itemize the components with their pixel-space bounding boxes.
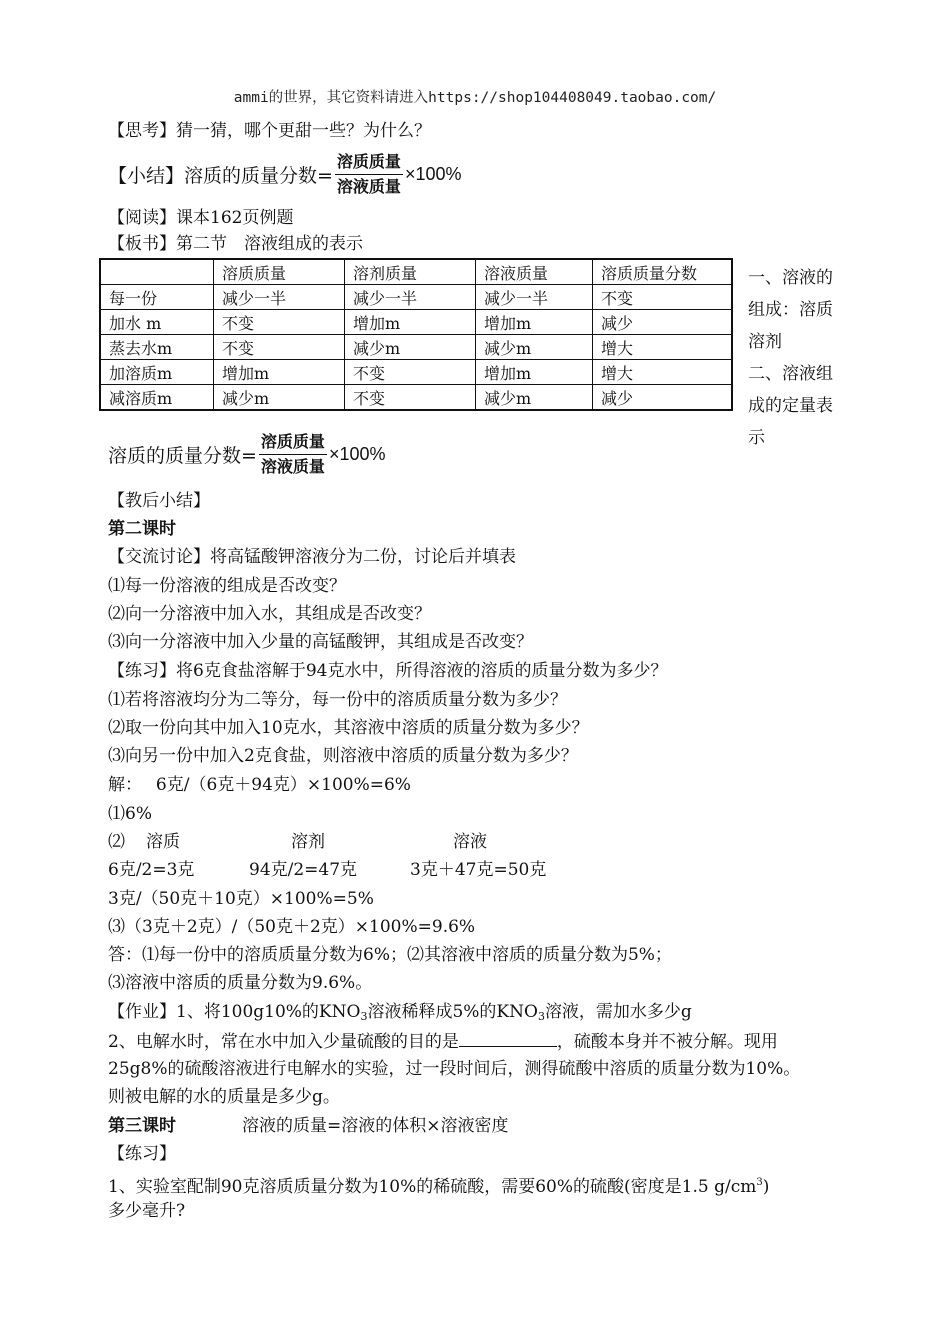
- table-row: [100, 310, 732, 335]
- solution-line: 解： 6克/（6克＋94克）×100%=6%: [108, 775, 411, 795]
- lesson-3-line: [108, 1115, 509, 1137]
- percent-factor: ×100%: [404, 164, 462, 184]
- exercise-text: ): [762, 1177, 770, 1197]
- homework-2: [108, 1030, 778, 1053]
- lesson-3-heading: 第三课时: [108, 1116, 176, 1136]
- table-cell: 减少m: [345, 335, 476, 360]
- side-notes: [748, 262, 844, 454]
- exercise-text: 1、实验室配制90克溶质质量分数为10%的稀硫酸，需要60%的硫酸(密度是1.5 g/cm: [108, 1177, 757, 1197]
- table-header-cell: 溶剂质量: [345, 259, 476, 285]
- solvent-value: 94克/2=47克: [249, 860, 358, 880]
- table-cell: 增大: [593, 360, 733, 385]
- table-cell: 加水 m: [100, 310, 214, 335]
- fraction-numerator: 溶质质量: [335, 150, 403, 175]
- table-cell: 不变: [593, 285, 733, 310]
- final-answer-1: 答：⑴每一份中的溶质质量分数为6%；⑵其溶液中溶质的质量分数为5%；: [108, 945, 672, 965]
- board-line: 【板书】第二节 溶液组成的表示: [108, 234, 363, 254]
- table-cell: 减少m: [214, 385, 345, 411]
- table-cell: 不变: [345, 385, 476, 411]
- discussion-line: 【交流讨论】将高锰酸钾溶液分为二份，讨论后并填表: [108, 547, 516, 567]
- solution-label: 溶液: [453, 832, 487, 852]
- composition-table: [99, 258, 733, 411]
- table-cell: 减少m: [476, 335, 593, 360]
- practice-3: 【练习】: [108, 1144, 176, 1164]
- side-note: 二、溶液组成的定量表示: [748, 364, 833, 448]
- question-1: ⑴每一份溶液的组成是否改变？: [108, 576, 346, 596]
- practice-q2: ⑵取一份向其中加入10克水，其溶液中溶质的质量分数为多少？: [108, 718, 589, 738]
- answer-2-header: [108, 831, 487, 853]
- table-cell: 减少一半: [476, 285, 593, 310]
- answer-1: ⑴6%: [108, 804, 152, 824]
- table-cell: 不变: [345, 360, 476, 385]
- percent-factor: ×100%: [328, 444, 386, 464]
- lesson-2-heading: 第二课时: [108, 519, 176, 539]
- homework-2-line-2: 25g8%的硫酸溶液进行电解水的实验，过一段时间后，测得硫酸中溶质的质量分数为10%。: [108, 1059, 801, 1079]
- exercise-1: [108, 1172, 769, 1198]
- table-cell: 每一份: [100, 285, 214, 310]
- table-row: [100, 385, 732, 411]
- homework-text: 溶液稀释成5%的KNO: [367, 1002, 538, 1022]
- table-cell: 增加m: [476, 360, 593, 385]
- table-header-cell: 溶质质量分数: [593, 259, 733, 285]
- table-cell: 不变: [214, 335, 345, 360]
- table-row: [100, 335, 732, 360]
- table-cell: 不变: [214, 310, 345, 335]
- subscript: 3: [537, 1010, 545, 1023]
- table-cell: 加溶质m: [100, 360, 214, 385]
- solution-value: 3克＋47克=50克: [410, 860, 547, 880]
- formula-2-label: 溶质的质量分数=: [108, 445, 257, 467]
- table-cell: 减少: [593, 385, 733, 411]
- exercise-1-line-2: 多少毫升?: [108, 1201, 186, 1221]
- question-2: ⑵向一分溶液中加入水，其组成是否改变？: [108, 604, 431, 624]
- fraction-denominator: 溶液质量: [336, 177, 401, 196]
- table-cell: 减溶质m: [100, 385, 214, 411]
- solute-value: 6克/2=3克: [108, 860, 195, 880]
- lesson-3-note: 溶液的质量=溶液的体积×溶液密度: [242, 1116, 509, 1136]
- homework-2-line-3: 则被电解的水的质量是多少g。: [108, 1087, 340, 1107]
- fraction-denominator: 溶液质量: [260, 457, 325, 476]
- solvent-label: 溶剂: [291, 832, 325, 852]
- table-cell: 减少m: [476, 385, 593, 411]
- table-cell: 增加m: [476, 310, 593, 335]
- table-cell: 增加m: [214, 360, 345, 385]
- homework-text: 【作业】1、将100g10%的KNO: [108, 1002, 361, 1022]
- fraction: [335, 150, 403, 199]
- table-cell: 增加m: [345, 310, 476, 335]
- answer-2-calc: 3克/（50克＋10克）×100%=5%: [108, 889, 374, 909]
- practice-line: 【练习】将6克食盐溶解于94克水中，所得溶液的溶质的质量分数为多少？: [108, 661, 668, 681]
- table-cell: 减少一半: [345, 285, 476, 310]
- fraction-numerator: 溶质质量: [259, 430, 327, 455]
- fill-in-blank[interactable]: [459, 1030, 557, 1047]
- after-class-summary: 【教后小结】: [108, 491, 210, 511]
- answer-2-values: [108, 859, 547, 881]
- table-header-cell: 溶质质量: [214, 259, 345, 285]
- summary-formula: [108, 150, 462, 199]
- answer-3: ⑶（3克＋2克）/（50克＋2克）×100%=9.6%: [108, 917, 476, 937]
- final-answer-2: ⑶溶液中溶质的质量分数为9.6%。: [108, 973, 373, 993]
- reading-line: 【阅读】课本162页例题: [108, 208, 294, 228]
- homework-text: ，硫酸本身并不被分解。现用: [556, 1032, 778, 1052]
- table-row: [100, 285, 732, 310]
- table-header-cell: [100, 259, 214, 285]
- fraction: [259, 430, 327, 479]
- table-cell: 减少: [593, 310, 733, 335]
- table-header-row: [100, 259, 732, 285]
- side-note: 一、溶液的组成：溶质溶剂: [748, 268, 833, 352]
- table-cell: 增大: [593, 335, 733, 360]
- summary-label: 【小结】溶质的质量分数=: [108, 165, 333, 187]
- page-header: ammi的世界，其它资料请进入https://shop104408049.taobao.com/: [233, 90, 717, 106]
- solute-label: 溶质: [146, 832, 180, 852]
- formula-2: [108, 430, 386, 479]
- question-3: ⑶向一分溶液中加入少量的高锰酸钾，其组成是否改变？: [108, 632, 533, 652]
- superscript: 3: [756, 1177, 763, 1188]
- table-header-cell: 溶液质量: [476, 259, 593, 285]
- table-row: [100, 360, 732, 385]
- think-line: 【思考】猜一猜，哪个更甜一些？为什么？: [108, 121, 431, 141]
- subscript: 3: [360, 1010, 368, 1023]
- answer-2-index: ⑵: [108, 832, 125, 852]
- practice-q3: ⑶向另一份中加入2克食盐，则溶液中溶质的质量分数为多少？: [108, 746, 578, 766]
- practice-q1: ⑴若将溶液均分为二等分，每一份中的溶质质量分数为多少？: [108, 690, 567, 710]
- homework-text: 2、电解水时，常在水中加入少量硫酸的目的是: [108, 1032, 459, 1052]
- homework-text: 溶液，需加水多少g: [544, 1002, 692, 1022]
- table-cell: 蒸去水m: [100, 335, 214, 360]
- table-cell: 减少一半: [214, 285, 345, 310]
- homework-1: [108, 1001, 692, 1028]
